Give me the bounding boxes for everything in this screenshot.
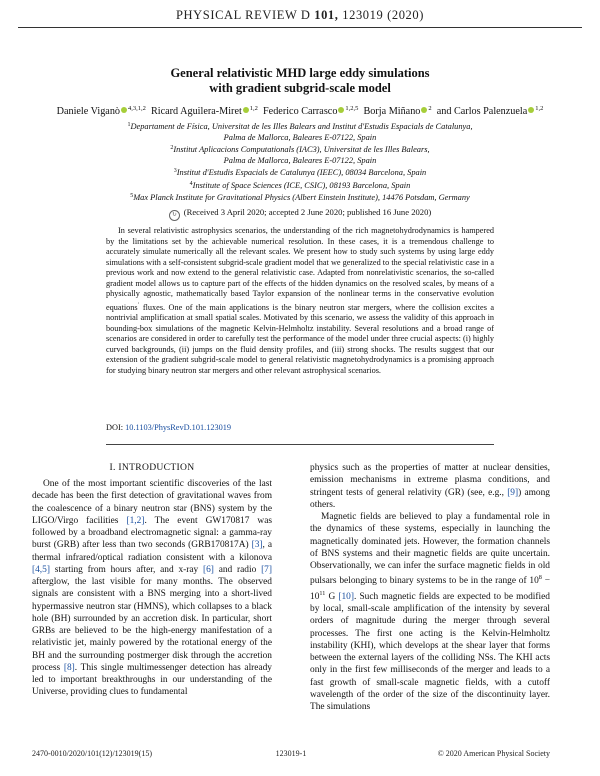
affiliation-cont: Palma de Mallorca, Baleares E-07122, Spain xyxy=(223,132,377,142)
citation-link[interactable]: [3] xyxy=(251,540,263,551)
author-affil-sup: 2 xyxy=(428,105,432,112)
paper-title xyxy=(40,66,560,96)
citation-link[interactable]: [9] xyxy=(507,487,519,498)
affiliation: $^5$Max Planck Institute for Gravitational Physics (Albert Einstein Institute), 14476 Potsdam, Germany xyxy=(130,193,470,202)
journal-name: PHYSICAL REVIEW D xyxy=(175,8,311,22)
citation-link[interactable]: [10] xyxy=(338,591,354,602)
author-name[interactable]: Ricard Aguilera-Miret xyxy=(150,106,242,117)
journal-volume: 101, xyxy=(314,8,339,22)
author-name[interactable]: and Carlos Palenzuela xyxy=(436,106,528,117)
title-line-2: with gradient subgrid-scale model xyxy=(209,81,391,95)
doi-line xyxy=(106,423,494,432)
footer-issn: 2470-0010/2020/101(12)/123019(15) xyxy=(32,749,152,758)
right-column xyxy=(310,462,550,713)
affiliation: $^2$Institut Aplicacions Computationals (IAC3), Universitat de les Illes Balears, xyxy=(170,145,430,154)
doi-link[interactable]: 10.1103/PhysRevD.101.123019 xyxy=(125,423,232,432)
body-paragraph: One of the most important scientific discoveries of the last decade has been the first detection of gravitational waves from the coalescence of a binary neutron star (BNS) system by the LIGO/Virgo facilities [1,2]. The event GW170817 was followed by a broadband electromagnetic signal: a gamma-ray burst (GRB) after less than two seconds (GRB170817A) [3], a thermal infrared/optical radiation consistent with a kilonova [4,5] starting from hours after, and x-ray [6] and radio [7] afterglow, the last visible for many months. The observed signals are consistent with a BNS merging into a short-lived hypermassive neutron star (HMNS), which collapses to a black hole (BH) surrounded by an accretion disk. In particular, short GRBs are believed to be the high-energy manifestation of a relativistic jet, mainly powered by the rotational energy of the BH and the surrounding postmerger disk through the accretion process [8]. This single multimessenger detection has already led to important breakthroughs in our understanding of the Universe, providing clues to fundamental xyxy=(32,479,272,698)
orcid-icon[interactable] xyxy=(528,107,534,113)
orcid-icon[interactable] xyxy=(421,107,427,113)
body-paragraph: Magnetic fields are believed to play a fundamental role in the dynamics of these systems, especially in launching the magnetically dominated jets. However, the formation channels of BNS systems and their magnetic fields are quite uncertain. Observationally, we can infer the surface magnetic fields in old pulsars belonging to binary systems to be in the range of $10^8 - 10^{11}$ G [10]. Such magnetic fields are expected to be modified by local, small-scale amplification of the intensity by several orders of magnitude during the merger through several processes. The first one acting is the Kelvin-Helmholtz instability (KHI), which develops at the shear layer that forms between the external layers of the colliding NSs. The KHI acts only in the first few milliseconds of the merger and leads to a fast growth of small-scale magnetic fields, with a cutoff wavelength of the order of the size of the discontinuity layer. The simulations xyxy=(310,512,550,712)
affiliation-list xyxy=(20,120,580,204)
received-dates: (Received 3 April 2020; accepted 2 June 2020; published 16 June 2020) xyxy=(183,207,432,217)
orcid-icon[interactable] xyxy=(121,107,127,113)
author-affil-sup: 4,3,1,2 xyxy=(128,105,146,112)
author-name[interactable]: Federico Carrasco xyxy=(263,106,338,117)
doi-label: DOI: xyxy=(106,423,124,432)
publication-history xyxy=(0,207,600,221)
header-rule xyxy=(18,27,582,28)
title-line-1: General relativistic MHD large eddy simulations xyxy=(170,66,430,80)
author-affil-sup: 1,2,5 xyxy=(345,105,359,112)
journal-citation: 123019 (2020) xyxy=(342,8,425,22)
citation-link[interactable]: [6] xyxy=(203,564,214,575)
affiliation: $^1$Departament de Física, Universitat de les Illes Balears and Institut d'Estudis Espacials de Catalunya, xyxy=(127,122,473,131)
check-for-updates-icon[interactable]: ↻ xyxy=(169,210,180,221)
author-affil-sup: 1,2 xyxy=(535,105,544,112)
affiliation: $^3$Institut d'Estudis Espacials de Catalunya (IEEC), 08034 Barcelona, Spain xyxy=(173,168,427,177)
author-list xyxy=(10,105,590,117)
citation-link[interactable]: [4,5] xyxy=(32,564,50,575)
abstract: In several relativistic astrophysics scenarios, the understanding of the rich magnetohydrodynamics is hampered by the limitations set by the achievable numerical resolution. In these cases, it is a tremendous challenge to accurately simulate numerically all the relevant scales. We present how to study such systems by using large eddy simulations with a self-consistent subgrid-scale gradient model that we generalized to the special relativistic case in a previous work and now extend to the general relativistic case. Adapted from nonrelativistic scenarios, the so-called gradient model allows us to capture part of the effects of the hidden dynamics on the resolved scales, by means of a physically agnostic, mathematically based Taylor expansion of the nonlinear terms in the conservative evolution equations’ fluxes. One of the main applications is the binary neutron star mergers, where the collision excites a nontrivial amplification at small spatial scales. Motivated by this scenario, we assess the validity of this approach in bounding-box simulations of the magnetic Kelvin-Helmholtz instability. Several resolutions and a broad range of scenarios are considered in order to carefully test the performance of the model under three crucial aspects: (i) highly curved backgrounds, (ii) jumps on the fluid density profiles, and (iii) strong shocks. The results suggest that our extension of the gradient subgrid-scale model to general relativistic magnetohydrodynamics is a promising approach for studying binary neutron star mergers and other relevant astrophysical scenarios. xyxy=(106,226,494,375)
footnote-marker: ’ xyxy=(137,301,140,308)
orcid-icon[interactable] xyxy=(338,107,344,113)
citation-link[interactable]: [1,2] xyxy=(126,515,145,526)
citation-link[interactable]: [8] xyxy=(63,662,75,673)
journal-header xyxy=(0,8,600,23)
affiliation: $^4$Institute of Space Sciences (ICE, CSIC), 08193 Barcelona, Spain xyxy=(189,180,411,190)
author-name[interactable]: Borja Miñano xyxy=(363,106,421,117)
footer-copyright: © 2020 American Physical Society xyxy=(437,749,550,758)
section-heading: I. INTRODUCTION xyxy=(109,462,195,473)
left-column xyxy=(32,478,272,699)
author-name[interactable]: Daniele Viganò xyxy=(56,106,121,117)
affiliation-cont: Palma de Mallorca, Baleares E-07122, Spain xyxy=(223,155,377,165)
body-paragraph: physics such as the properties of matter at nuclear densities, emission mechanisms in extreme plasma conditions, and stringent tests of general relativity (GR) (see, e.g., [9]) among others. xyxy=(310,463,550,510)
citation-link[interactable]: [7] xyxy=(261,564,272,575)
divider xyxy=(106,444,494,445)
footer-page-number: 123019-1 xyxy=(275,749,307,758)
orcid-icon[interactable] xyxy=(243,107,249,113)
author-affil-sup: 1,2 xyxy=(249,105,258,112)
